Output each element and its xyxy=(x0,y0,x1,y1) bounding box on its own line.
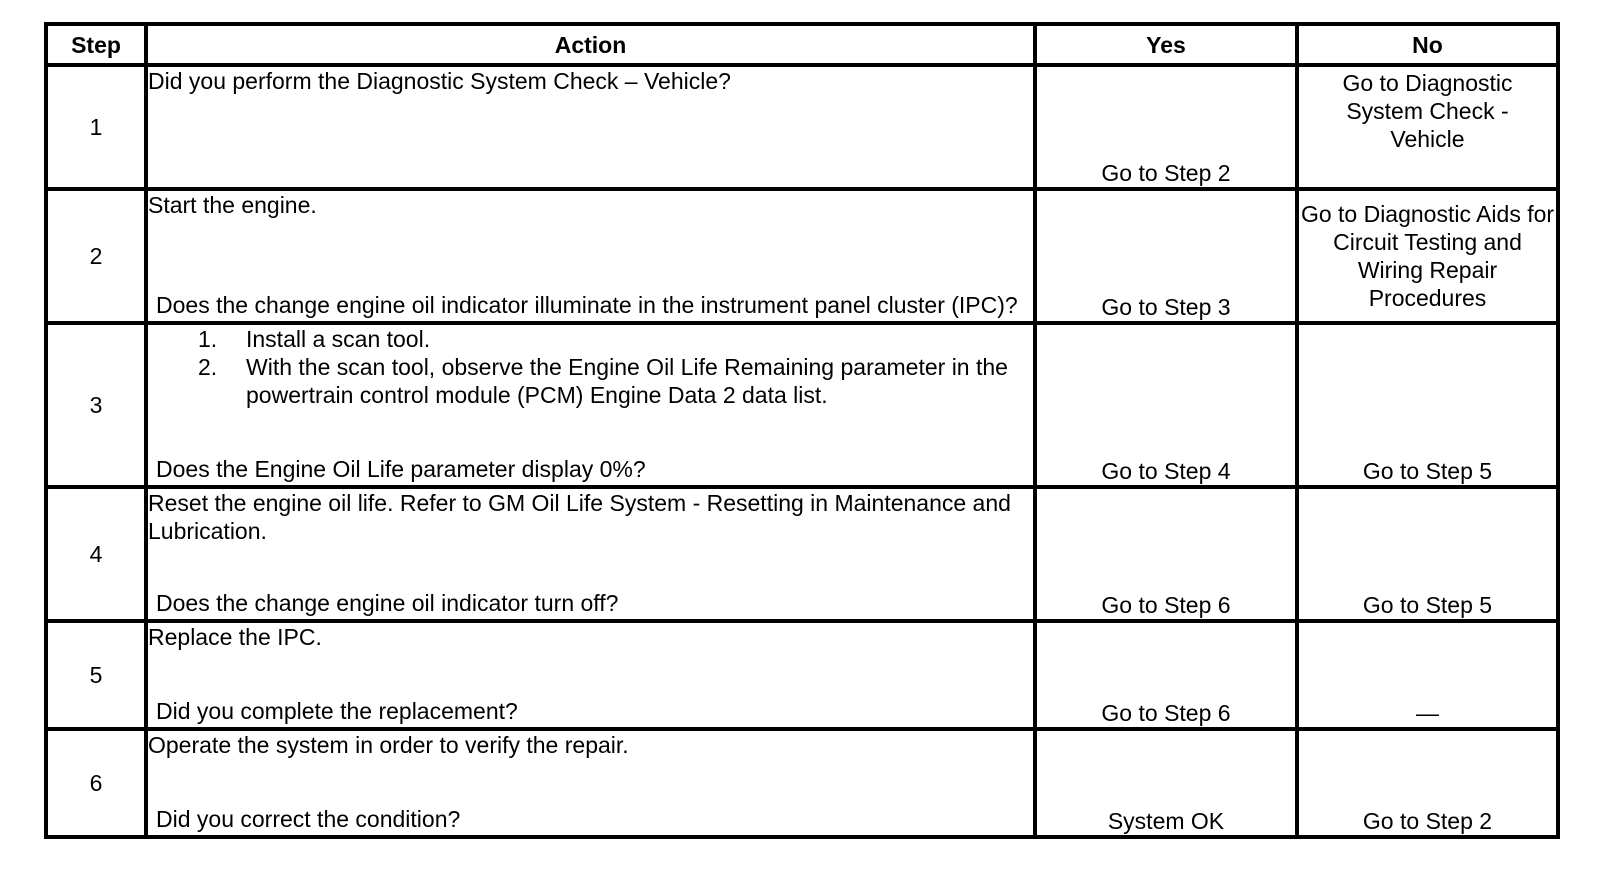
table-row xyxy=(46,323,1558,487)
no-result: Go to Step 5 xyxy=(1297,487,1558,621)
action-cell xyxy=(146,487,1035,621)
step-number: 4 xyxy=(46,487,146,621)
step-number: 5 xyxy=(46,621,146,729)
action-text: Operate the system in order to verify the repair. xyxy=(148,732,629,758)
substep-number: 1. xyxy=(198,326,218,352)
substep-item xyxy=(198,325,1033,353)
header-yes: Yes xyxy=(1035,24,1297,65)
no-result-text: Go to Diagnostic System Check - Vehicle xyxy=(1342,70,1513,152)
action-text: Did you perform the Diagnostic System Check – Vehicle? xyxy=(148,68,731,94)
step-number: 3 xyxy=(46,323,146,487)
no-result xyxy=(1297,65,1558,189)
header-no: No xyxy=(1297,24,1558,65)
header-step: Step xyxy=(46,24,146,65)
action-cell xyxy=(146,189,1035,323)
yes-result: Go to Step 6 xyxy=(1035,621,1297,729)
action-cell xyxy=(146,621,1035,729)
diagnostic-table xyxy=(44,22,1560,839)
no-result: Go to Step 2 xyxy=(1297,729,1558,837)
action-cell xyxy=(146,65,1035,189)
substep-text: With the scan tool, observe the Engine Oil Life Remaining parameter in the powertrain control module (PCM) Engine Data 2 data list. xyxy=(246,354,1008,408)
action-cell xyxy=(146,323,1035,487)
substep-item xyxy=(198,353,1033,409)
step-number: 6 xyxy=(46,729,146,837)
substep-list xyxy=(148,325,1033,409)
action-question: Does the change engine oil indicator turn off? xyxy=(156,590,619,616)
no-result: Go to Step 5 xyxy=(1297,323,1558,487)
yes-result: Go to Step 2 xyxy=(1035,65,1297,189)
action-cell xyxy=(146,729,1035,837)
substep-number: 2. xyxy=(198,354,218,380)
table-row xyxy=(46,65,1558,189)
no-result: Go to Diagnostic Aids for Circuit Testing and Wiring Repair Procedures xyxy=(1297,189,1558,323)
no-result: — xyxy=(1297,621,1558,729)
step-number: 1 xyxy=(46,65,146,189)
yes-result: Go to Step 6 xyxy=(1035,487,1297,621)
action-text: Replace the IPC. xyxy=(148,624,322,650)
yes-result: Go to Step 4 xyxy=(1035,323,1297,487)
table-row xyxy=(46,729,1558,837)
step-number: 2 xyxy=(46,189,146,323)
table-row xyxy=(46,621,1558,729)
table-row xyxy=(46,487,1558,621)
action-text: Reset the engine oil life. Refer to GM Oil Life System - Resetting in Maintenance and Lubrication. xyxy=(148,490,1011,544)
action-question: Did you complete the replacement? xyxy=(156,698,518,724)
action-question: Does the Engine Oil Life parameter display 0%? xyxy=(156,456,646,482)
header-action: Action xyxy=(146,24,1035,65)
substep-text: Install a scan tool. xyxy=(246,326,431,352)
yes-result: Go to Step 3 xyxy=(1035,189,1297,323)
action-question: Did you correct the condition? xyxy=(156,806,461,832)
yes-result: System OK xyxy=(1035,729,1297,837)
action-text: Start the engine. xyxy=(148,192,317,218)
action-question: Does the change engine oil indicator illuminate in the instrument panel cluster (IPC)? xyxy=(156,292,1018,318)
header-row xyxy=(46,24,1558,65)
table-row xyxy=(46,189,1558,323)
